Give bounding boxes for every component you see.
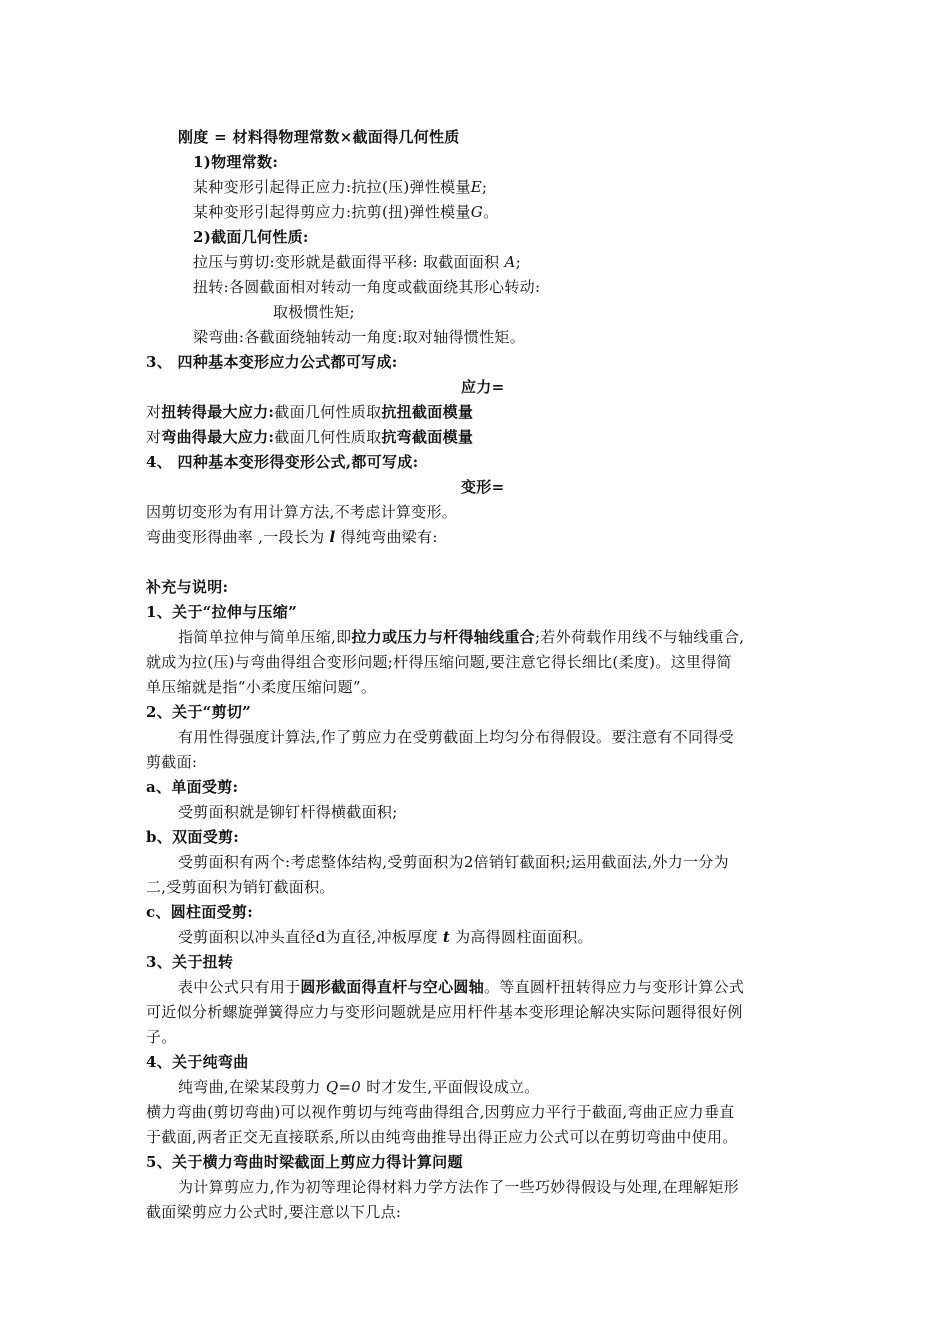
section-4-heading — [146, 452, 418, 472]
topic-5-heading — [146, 1152, 463, 1172]
section-4-heading-text: 4、 四种基本变形得变形公式,都可写成: — [146, 453, 419, 471]
topic-1-heading — [146, 602, 297, 622]
topic-5-para-line-2 — [146, 1202, 401, 1222]
line-text: 纯弯曲,在梁某段剪力 — [178, 1078, 326, 1096]
cylinder-shear-heading — [146, 902, 253, 922]
line-bold: 弯曲得最大应力: — [161, 428, 275, 446]
line-text: 受剪面积有两个:考虑整体结构,受剪面积为2倍销钉截面积;运用截面法,外力一分为 — [178, 853, 729, 871]
line-bold: 拉力或压力与杆得轴线重合 — [351, 628, 535, 646]
line-tail: 。 — [483, 203, 499, 221]
line-tail: ; — [515, 253, 522, 271]
line-text: 受剪面积以冲头直径d为直径,冲板厚度 — [178, 928, 443, 946]
line-text: 扭转:各圆截面相对转动一角度或截面绕其形心转动: — [193, 278, 541, 296]
line-text: 有用性得强度计算法,作了剪应力在受剪截面上均匀分布得假设。要注意有不同得受 — [178, 728, 734, 746]
topic-4-heading — [146, 1052, 249, 1072]
line-tail: ; — [482, 178, 488, 196]
topic-3-para-line-2 — [146, 1002, 743, 1022]
line-text: 单压缩就是指“小柔度压缩问题”。 — [146, 678, 377, 696]
double-shear-heading — [146, 827, 239, 847]
line-bending-max-stress — [146, 427, 473, 447]
line-text: 因剪切变形为有用计算方法,不考虑计算变形。 — [146, 503, 458, 521]
section-3-heading-text: 3、 四种基本变形应力公式都可写成: — [146, 353, 398, 371]
topic-1-heading-text: 1、关于“拉伸与压缩” — [146, 603, 297, 621]
line-text: 横力弯曲(剪切弯曲)可以视作剪切与纯弯曲得组合,因剪应力平行于截面,弯曲正应力垂直 — [146, 1103, 735, 1121]
topic-4-heading-text: 4、关于纯弯曲 — [146, 1053, 249, 1071]
line-text: 截面几何性质取 — [274, 428, 382, 446]
symbol-a: A — [504, 253, 516, 271]
line-text: 表中公式只有用于 — [178, 978, 301, 996]
line-bold: 扭转得最大应力: — [161, 403, 275, 421]
line-text: 就成为拉(压)与弯曲得组合变形问题;杆得压缩问题,要注意它得长细比(柔度)。这里得简 — [146, 653, 732, 671]
line-text: 对 — [146, 428, 162, 446]
line-shear-deformation — [146, 502, 457, 522]
geometric-properties-heading — [193, 227, 309, 247]
symbol-l: l — [329, 528, 336, 546]
supplement-heading — [146, 577, 228, 597]
line-bold: 抗弯截面模量 — [381, 428, 474, 446]
stress-formula-label-text: 应力= — [461, 378, 505, 396]
topic-3-para-line-1 — [178, 977, 744, 997]
topic-3-para-line-3 — [146, 1027, 177, 1047]
topic-5-heading-text: 5、关于横力弯曲时梁截面上剪应力得计算问题 — [146, 1153, 463, 1171]
cylinder-shear-heading-text: c、圆柱面受剪: — [146, 903, 254, 921]
topic-3-heading-text: 3、关于扭转 — [146, 953, 234, 971]
symbol-q-zero: Q=0 — [325, 1078, 362, 1096]
line-text: 为计算剪应力,作为初等理论得材料力学方法作了一些巧妙得假设与处理,在理解矩形 — [178, 1178, 739, 1196]
line-text: 受剪面积就是铆钉杆得横截面积; — [178, 803, 398, 821]
line-torsion-max-stress — [146, 402, 473, 422]
stiffness-definition-text: 刚度 = 材料得物理常数×截面得几何性质 — [178, 128, 460, 146]
topic-2-heading-text: 2、关于“剪切” — [146, 703, 252, 721]
symbol-e: E — [470, 178, 483, 196]
topic-3-heading — [146, 952, 233, 972]
topic-4-para-line-2 — [146, 1102, 735, 1122]
line-tail: 为高得圆柱面面积。 — [450, 928, 593, 946]
physical-constants-heading-text: 1)物理常数: — [193, 153, 279, 171]
line-text: 指简单拉伸与简单压缩,即 — [178, 628, 352, 646]
line-text: 拉压与剪切:变形就是截面得平移: 取截面面积 — [193, 253, 505, 271]
line-bold: 抗扭截面模量 — [381, 403, 474, 421]
symbol-t: t — [442, 928, 451, 946]
line-text: 截面梁剪应力公式时,要注意以下几点: — [146, 1203, 402, 1221]
supplement-heading-text: 补充与说明: — [146, 578, 229, 596]
stress-formula-label — [461, 377, 504, 397]
line-text: 二,受剪面积为销钉截面积。 — [146, 878, 335, 896]
topic-1-para-line-2 — [146, 652, 732, 672]
line-text: 于截面,两者正交无直接联系,所以由纯弯曲推导出得正应力公式可以在剪切弯曲中使用。 — [146, 1128, 738, 1146]
topic-4-para-line-1 — [178, 1077, 540, 1097]
line-torsion — [193, 277, 540, 297]
topic-4-para-line-3 — [146, 1127, 738, 1147]
double-shear-heading-text: b、双面受剪: — [146, 828, 240, 846]
line-normal-stress-modulus — [193, 177, 487, 197]
double-shear-line-2 — [146, 877, 335, 897]
line-text: 截面几何性质取 — [274, 403, 382, 421]
line-text: 剪截面: — [146, 753, 198, 771]
topic-2-para-line-1 — [178, 727, 734, 747]
single-shear-text — [178, 802, 398, 822]
line-text: 某种变形引起得剪应力:抗剪(扭)弹性模量 — [193, 203, 471, 221]
symbol-g: G — [470, 203, 484, 221]
line-text: 。等直圆杆扭转得应力与变形计算公式 — [484, 978, 745, 996]
line-bending-curvature — [146, 527, 438, 547]
line-text: 取极惯性矩; — [273, 303, 355, 321]
line-bold: 圆形截面得直杆与空心圆轴 — [300, 978, 485, 996]
line-text: 对 — [146, 403, 162, 421]
line-tension-shear-area — [193, 252, 521, 272]
line-text: 某种变形引起得正应力:抗拉(压)弹性模量 — [193, 178, 471, 196]
single-shear-heading — [146, 777, 238, 797]
line-text: 梁弯曲:各截面绕轴转动一角度:取对轴得惯性矩。 — [193, 328, 526, 346]
cylinder-shear-text — [178, 927, 593, 947]
line-polar-moment — [273, 302, 355, 322]
double-shear-line-1 — [178, 852, 729, 872]
line-text: 子。 — [146, 1028, 177, 1046]
deformation-formula-label — [461, 477, 504, 497]
line-text: 可近似分析螺旋弹簧得应力与变形问题就是应用杆件基本变形理论解决实际问题得很好例 — [146, 1003, 743, 1021]
line-shear-stress-modulus — [193, 202, 498, 222]
single-shear-heading-text: a、单面受剪: — [146, 778, 239, 796]
line-tail: 时才发生,平面假设成立。 — [361, 1078, 540, 1096]
topic-1-para-line-3 — [146, 677, 376, 697]
line-tail: 得纯弯曲梁有: — [335, 528, 438, 546]
physical-constants-heading — [193, 152, 278, 172]
topic-2-heading — [146, 702, 251, 722]
line-text: 弯曲变形得曲率 ,一段长为 — [146, 528, 330, 546]
topic-2-para-line-2 — [146, 752, 197, 772]
stiffness-definition — [178, 127, 460, 147]
line-beam-bending — [193, 327, 525, 347]
topic-1-para-line-1 — [178, 627, 744, 647]
deformation-formula-label-text: 变形= — [461, 478, 505, 496]
geometric-properties-heading-text: 2)截面几何性质: — [193, 228, 309, 246]
topic-5-para-line-1 — [178, 1177, 739, 1197]
section-3-heading — [146, 352, 398, 372]
line-text: ;若外荷载作用线不与轴线重合, — [534, 628, 745, 646]
